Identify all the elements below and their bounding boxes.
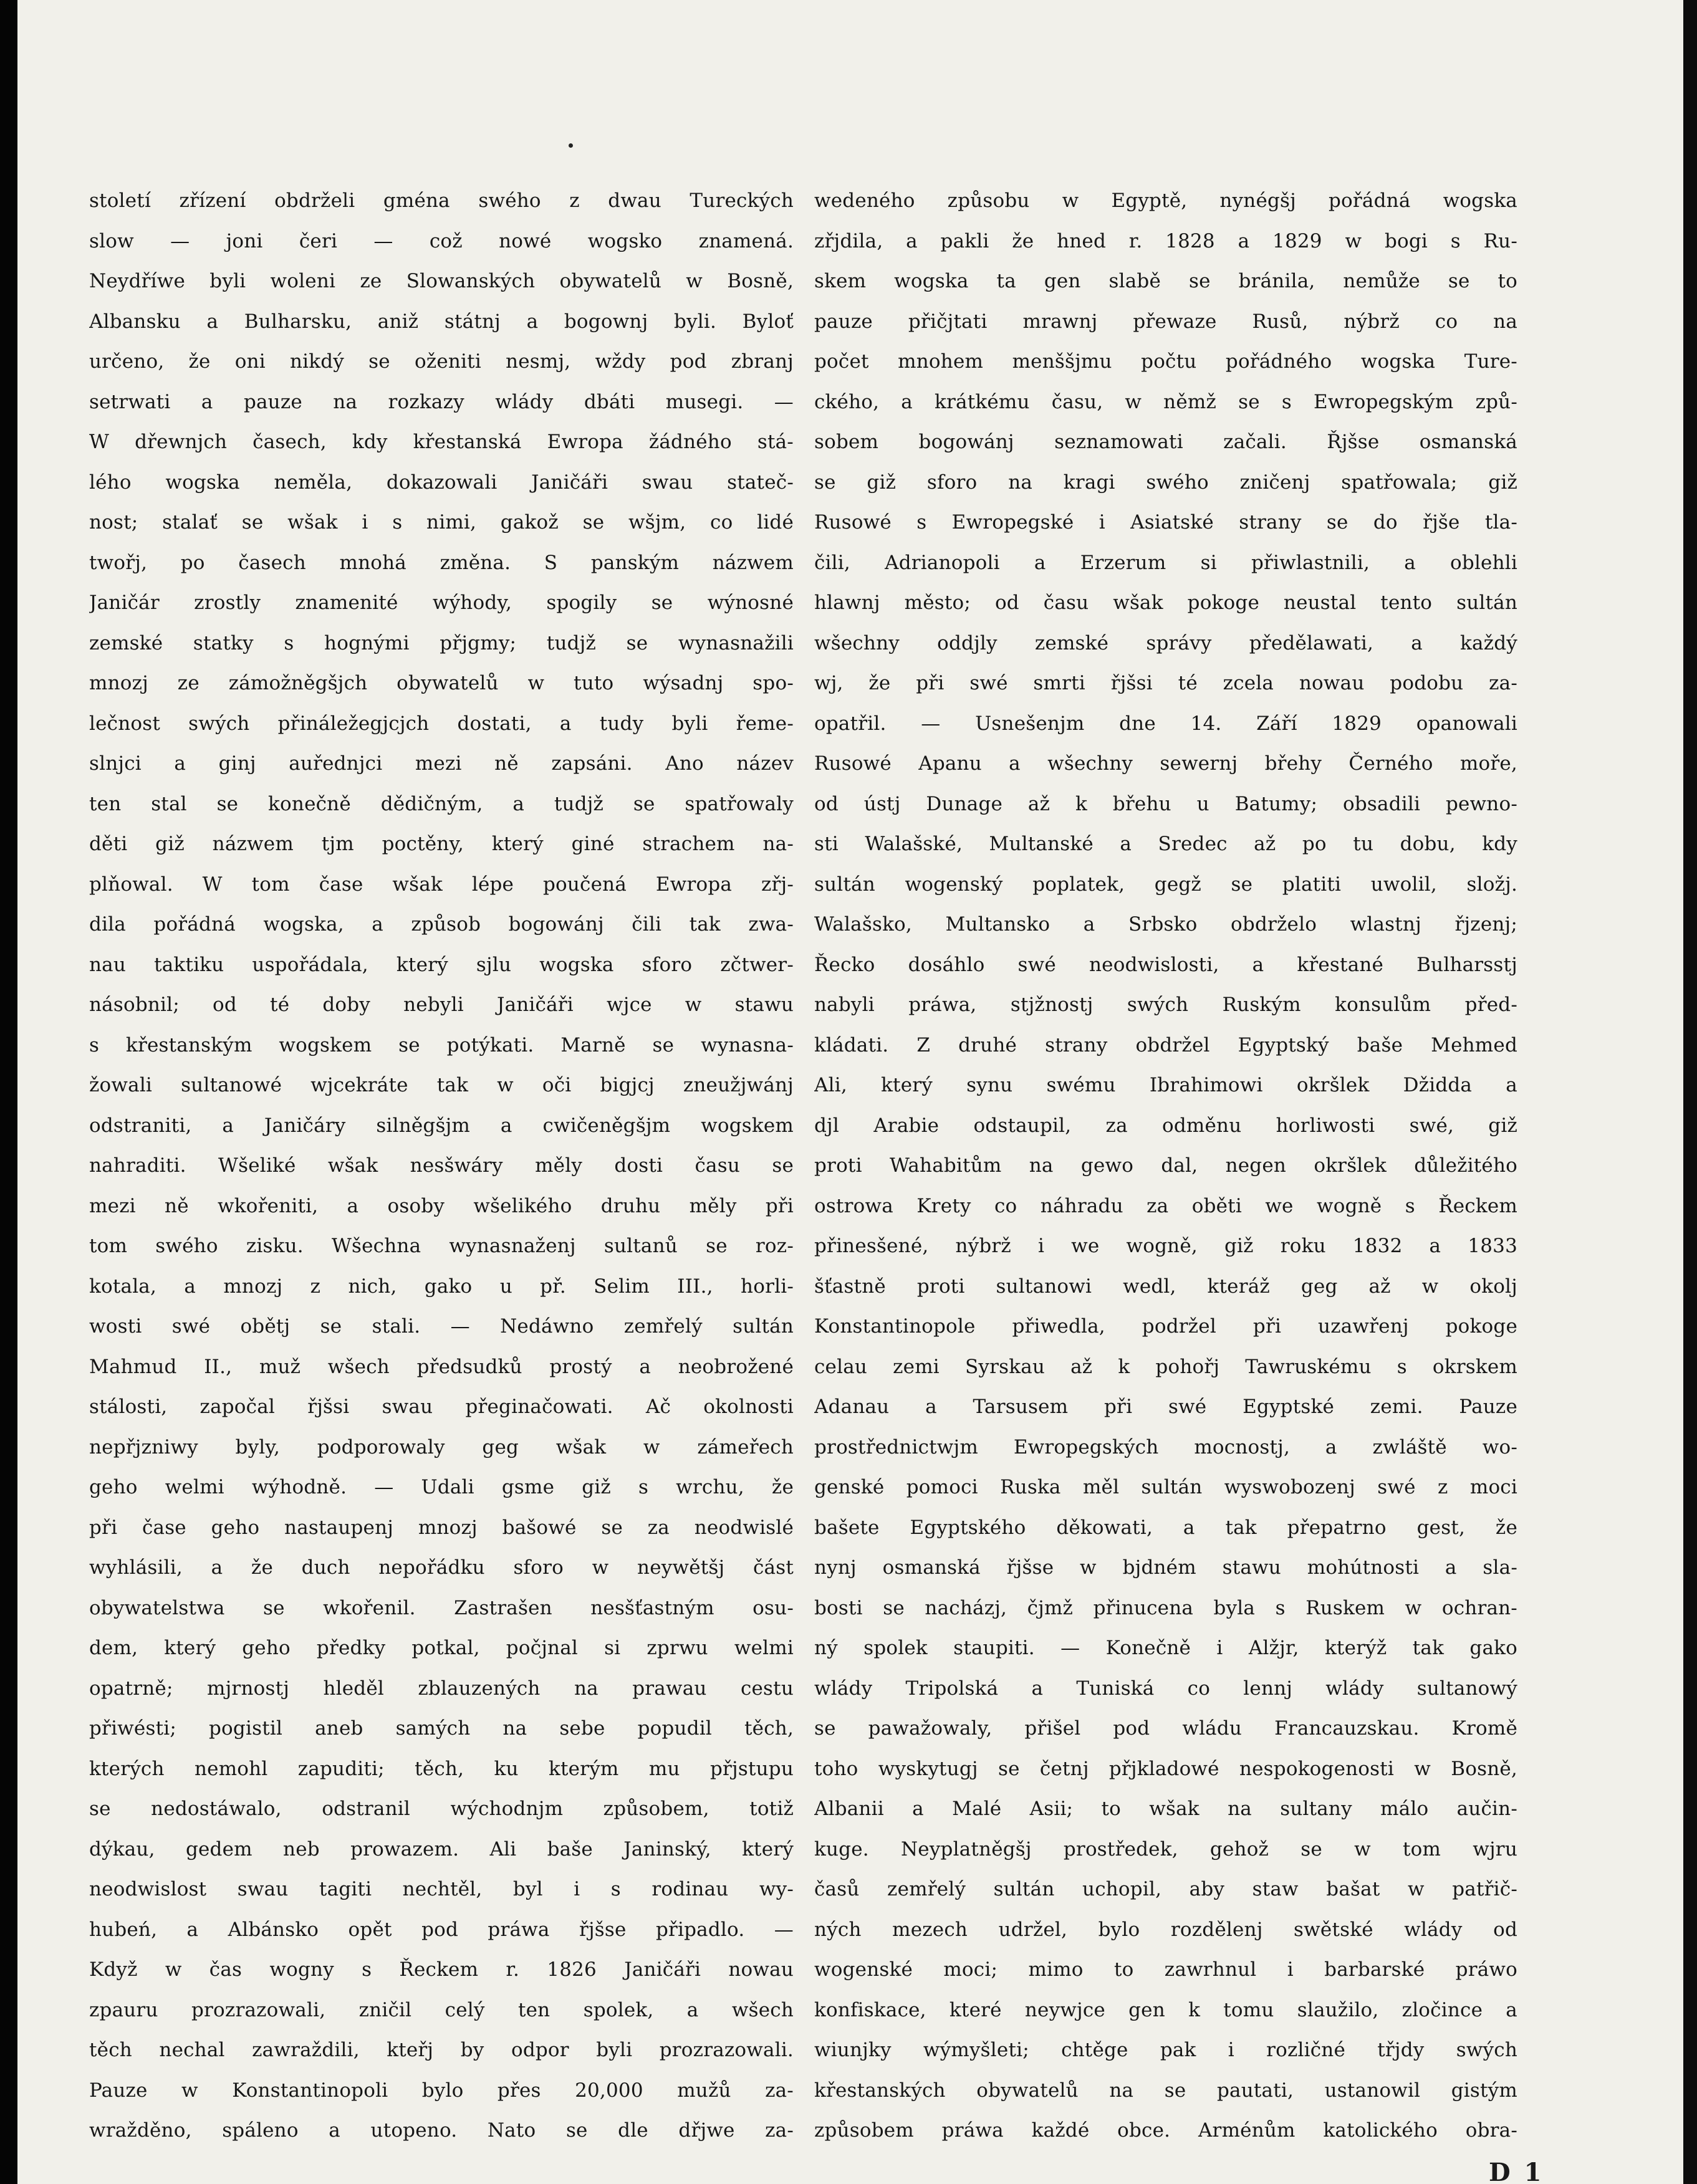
text-line: lečnost swých přináležegjcjch dostati, a tudy byli řeme- — [89, 712, 794, 735]
text-line: pauze přičjtati mrawnj přewaze Rusů, nýbrž co na — [814, 310, 1517, 333]
text-line: kládati. Z druhé strany obdržel Egyptský baše Mehmed — [814, 1033, 1517, 1056]
book-page — [17, 0, 1683, 2184]
text-line: ckého, a krátkému času, w němž se s Ewropegským způ- — [814, 390, 1517, 413]
text-line: sti Walašské, Multanské a Sredec až po tu dobu, kdy — [814, 833, 1517, 855]
text-line: lého wogska neměla, dokazowali Janičáři swau stateč- — [89, 471, 794, 494]
text-line: ten stal se konečně dědičným, a tudjž se spatřowaly — [89, 792, 794, 815]
text-line: se giž sforo na kragi swého zničenj spatřowala; giž — [814, 471, 1517, 494]
text-line: století zřízení obdrželi gména swého z dwau Tureckých — [89, 189, 794, 212]
text-line: hubeń, a Albánsko opět pod práwa řjšse připadlo. — — [89, 1918, 794, 1941]
text-line: ných mezech udržel, bylo rozdělenj swětské wlády od — [814, 1918, 1517, 1941]
text-line: wiunjky wýmyšleti; chtěge pak i rozličné třjdy swých — [814, 2039, 1517, 2061]
text-line: zřjdila, a pakli že hned r. 1828 a 1829 w bogi s Ru- — [814, 229, 1517, 252]
text-line: Ali, který synu swému Ibrahimowi okršlek Džidda a — [814, 1074, 1517, 1096]
text-line: Když w čas wogny s Řeckem r. 1826 Janičáři nowau — [89, 1958, 794, 1981]
text-line: od ústj Dunage až k břehu u Batumy; obsadili pewno- — [814, 792, 1517, 815]
text-line: Rusowé s Ewropegské i Asiatské strany se do řjše tla- — [814, 511, 1517, 534]
text-line: Neydříwe byli woleni ze Slowanských obywatelů w Bosně, — [89, 270, 794, 292]
text-line: konfiskace, které neywjce gen k tomu slaužilo, zločince a — [814, 1998, 1517, 2021]
text-line: určeno, že oni nikdý se oženiti nesmj, wždy pod zbranj — [89, 350, 794, 373]
text-line: Janičár zrostly znamenité wýhody, spogily se wýnosné — [89, 592, 794, 614]
text-line: dila pořádná wogska, a způsob bogowánj čili tak zwa- — [89, 913, 794, 936]
text-line: wosti swé obětj se stali. — Nedáwno zemřelý sultán — [89, 1315, 794, 1338]
text-line: wogenské moci; mimo to zawrhnul i barbarské práwo — [814, 1958, 1517, 1981]
text-line: nynj osmanská řjšse w bjdném stawu mohútnosti a sla- — [814, 1556, 1517, 1579]
text-line: W dřewnjch časech, kdy křestanská Ewropa žádného stá- — [89, 431, 794, 453]
text-line: při čase geho nastaupenj mnozj bašowé se za neodwislé — [89, 1516, 794, 1539]
text-line: bašete Egyptského děkowati, a tak přepatrno gest, že — [814, 1516, 1517, 1539]
text-line: djl Arabie odstaupil, za odměnu horliwosti swé, giž — [814, 1114, 1517, 1137]
text-line: dem, který geho předky potkal, počjnal si zprwu welmi — [89, 1637, 794, 1659]
text-line: neodwislost swau tagiti nechtěl, byl i s rodinau wy- — [89, 1878, 794, 1900]
scan-right-edge — [1683, 0, 1697, 2184]
text-line: přinesšené, nýbrž i we wogně, giž roku 1832 a 1833 — [814, 1235, 1517, 1257]
text-line: proti Wahabitům na gewo dal, negen okršlek důležitého — [814, 1154, 1517, 1177]
text-line: genské pomoci Ruska měl sultán wyswobozenj swé z moci — [814, 1476, 1517, 1498]
text-line: slnjci a ginj auřednjci mezi ně zapsáni. Ano název — [89, 752, 794, 775]
scan-left-edge — [0, 0, 17, 2184]
text-line: Adanau a Tarsusem při swé Egyptské zemi. Pauze — [814, 1396, 1517, 1418]
text-line: Konstantinopole přiwedla, podržel při uzawřenj pokoge — [814, 1315, 1517, 1338]
text-line: wšechny oddjly zemské správy předělawati, a každý — [814, 631, 1517, 654]
text-line: Mahmud II., muž wšech předsudků prostý a neobrožené — [89, 1355, 794, 1378]
text-line: Pauze w Konstantinopoli bylo přes 20,000 mužů za- — [89, 2079, 794, 2102]
text-line: slow — joni čeri — což nowé wogsko znamená. — [89, 229, 794, 252]
text-line: Albansku a Bulharsku, aniž státnj a bogownj byli. Byloť — [89, 310, 794, 333]
text-line: kuge. Neyplatněgšj prostředek, gehož se w tom wjru — [814, 1837, 1517, 1861]
text-line: děti giž názwem tjm poctěny, který giné strachem na- — [89, 833, 794, 855]
text-line: Řecko dosáhlo swé neodwislosti, a křestané Bulharsstj — [814, 953, 1517, 976]
text-line: odstraniti, a Janičáry silněgšjm a cwičeněgšjm wogskem — [89, 1114, 794, 1137]
text-line: násobnil; od té doby nebyli Janičáři wjce w stawu — [89, 994, 794, 1016]
text-line: mnozj ze zámožněgšjch obywatelů w tuto wýsadnj spo- — [89, 672, 794, 694]
text-line: se nedostáwalo, odstranil wýchodnjm způsobem, totiž — [89, 1798, 794, 1820]
text-line: počet mnohem menššjmu počtu pořádného wogska Ture- — [814, 350, 1517, 373]
text-line: setrwati a pauze na rozkazy wlády dbáti musegi. — — [89, 390, 794, 413]
text-line: čili, Adrianopoli a Erzerum si přiwlastnili, a oblehli — [814, 551, 1517, 574]
text-line: celau zemi Syrskau až k pohořj Tawruskému s okrskem — [814, 1355, 1517, 1378]
text-line: žowali sultanowé wjcekráte tak w oči bigjcj zneužjwánj — [89, 1074, 794, 1096]
text-line: dýkau, gedem neb prowazem. Ali baše Janinský, který — [89, 1837, 794, 1861]
text-line: stálosti, započal řjšsi swau přeginačowati. Ač okolnosti — [89, 1396, 794, 1418]
text-line: wlády Tripolská a Tuniská co lennj wlády sultanowý — [814, 1677, 1517, 1700]
text-line: zpauru prozrazowali, zničil celý ten spolek, a wšech — [89, 1998, 794, 2021]
text-line: sultán wogenský poplatek, gegž se platiti uwolil, složj. — [814, 873, 1517, 896]
text-line: Walašsko, Multansko a Srbsko obdrželo wlastnj řjzenj; — [814, 913, 1517, 936]
text-line: wj, že při swé smrti řjšsi té zcela nowau podobu za- — [814, 672, 1517, 694]
text-line: geho welmi wýhodně. — Udali gsme giž s wrchu, že — [89, 1476, 794, 1498]
text-line: nau taktiku uspořádala, který sjlu wogska sforo zčtwer- — [89, 953, 794, 976]
text-line: sobem bogowánj seznamowati začali. Řjšse osmanská — [814, 431, 1517, 453]
left-text-column — [89, 181, 794, 2151]
text-line: těch nechal zawraždili, kteřj by odpor byli prozrazowali. — [89, 2039, 794, 2061]
text-line: nepřjzniwy byly, podporowaly geg wšak w zámeřech — [89, 1435, 794, 1458]
text-line: wražděno, spáleno a utopeno. Nato se dle dřjwe za- — [89, 2119, 794, 2142]
text-line: ný spolek staupiti. — Konečně i Alžjr, kterýž tak gako — [814, 1637, 1517, 1659]
text-line: ostrowa Krety co náhradu za oběti we wogně s Řeckem — [814, 1194, 1517, 1217]
text-line: přiwésti; pogistil aneb samých na sebe popudil těch, — [89, 1717, 794, 1740]
text-line: nabyli práwa, stjžnostj swých Ruským konsulům před- — [814, 994, 1517, 1016]
text-line: kterých nemohl zapuditi; těch, ku kterým mu přjstupu — [89, 1757, 794, 1780]
text-line: tom swého zisku. Wšechna wynasnaženj sultanů se roz- — [89, 1235, 794, 1257]
text-line: prostřednictwjm Ewropegských mocnostj, a zwláště wo- — [814, 1435, 1517, 1458]
text-line: wedeného způsobu w Egyptě, nynégšj pořádná wogska — [814, 189, 1517, 212]
text-line: obywatelstwa se wkořenil. Zastrašen nesšťastným osu- — [89, 1596, 794, 1619]
text-line: nost; stalať se wšak i s nimi, gakož se wšjm, co lidé — [89, 511, 794, 534]
text-line: opatrně; mjrnostj hleděl zblauzených na prawau cestu — [89, 1677, 794, 1700]
text-line: způsobem práwa každé obce. Arménům katolického obra- — [814, 2119, 1517, 2142]
text-line: hlawnj město; od času wšak pokoge neustal tento sultán — [814, 592, 1517, 614]
signature-mark: D 1 — [1489, 2158, 1544, 2184]
text-line: bosti se nacházj, čjmž přinucena byla s Ruskem w ochran- — [814, 1596, 1517, 1619]
text-line: twořj, po časech mnohá změna. S panským názwem — [89, 551, 794, 574]
text-line: nahraditi. Wšeliké wšak nesšwáry měly dosti času se — [89, 1154, 794, 1177]
text-line: skem wogska ta gen slabě se bránila, nemůže se to — [814, 270, 1517, 292]
text-line: Rusowé Apanu a wšechny sewernj břehy Černého moře, — [814, 752, 1517, 775]
ink-speck — [569, 143, 573, 148]
text-line: Albanii a Malé Asii; to wšak na sultany málo aučin- — [814, 1798, 1517, 1820]
text-line: mezi ně wkořeniti, a osoby wšelikého druhu měly při — [89, 1194, 794, 1217]
text-line: časů zemřelý sultán uchopil, aby staw bašat w patřič- — [814, 1878, 1517, 1900]
text-line: opatřil. — Usnešenjm dne 14. Září 1829 opanowali — [814, 712, 1517, 735]
text-line: zemské statky s hognými přjgmy; tudjž se wynasnažili — [89, 631, 794, 654]
text-line: plňowal. W tom čase wšak lépe poučená Ewropa zřj- — [89, 873, 794, 896]
text-line: wyhlásili, a že duch nepořádku sforo w neywětšj část — [89, 1556, 794, 1579]
text-line: s křestanským wogskem se potýkati. Marně se wynasna- — [89, 1033, 794, 1056]
text-line: toho wyskytugj se četnj přjkladowé nespokogenosti w Bosně, — [814, 1757, 1517, 1780]
text-line: kotala, a mnozj z nich, gako u př. Selim III., horli- — [89, 1275, 794, 1298]
right-text-column — [814, 181, 1517, 2151]
text-line: se pawažowaly, přišel pod wládu Francauzskau. Kromě — [814, 1717, 1517, 1740]
text-line: šťastně proti sultanowi wedl, kteráž geg až w okolj — [814, 1275, 1517, 1298]
text-line: křestanských obywatelů na se pautati, ustanowil gistým — [814, 2079, 1517, 2102]
